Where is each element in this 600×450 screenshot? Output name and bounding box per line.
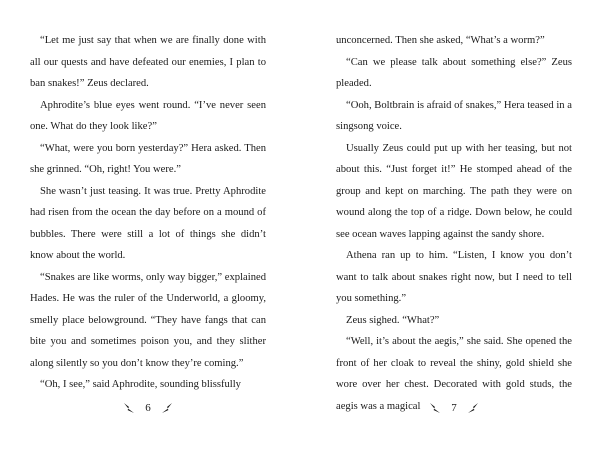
paragraph: Zeus sighed. “What?” (346, 314, 440, 326)
lightning-bolt-icon (161, 402, 173, 414)
paragraph: unconcerned. Then she asked, “What’s a worm?” (336, 35, 545, 46)
paragraph: “Snakes are like worms, only way bigger,” explained Hades. He was the ruler of the Underworld, a gloomy, smelly place belowground. “They have fangs that can bite you and sometimes poison you, and they slither along silently so you don’t know they’re coming.” (30, 271, 266, 369)
paragraph: “Ooh, Boltbrain is afraid of snakes,” Hera teased in a singsong voice. (336, 99, 572, 132)
lightning-bolt-icon (467, 402, 479, 414)
lightning-bolt-icon (123, 402, 135, 414)
page-number: 6 (145, 402, 151, 414)
left-page (30, 30, 266, 440)
paragraph: “Oh, I see,” said Aphrodite, sounding blissfully (40, 379, 241, 390)
paragraph: “What, were you born yesterday?” Hera asked. Then she grinned. “Oh, right! You were.” (30, 142, 266, 175)
page-number: 7 (451, 402, 457, 414)
right-page-text (336, 30, 572, 417)
right-page (336, 30, 572, 440)
paragraph: Athena ran up to him. “Listen, I know you don’t want to talk about snakes right now, but I need to tell you something.” (336, 250, 572, 304)
paragraph: She wasn’t just teasing. It was true. Pretty Aphrodite had risen from the ocean the day before on a mound of bubbles. There were still a lot of things she didn’t know about the world. (30, 185, 266, 261)
paragraph: Aphrodite’s blue eyes went round. “I’ve never seen one. What do they look like?” (30, 99, 266, 132)
paragraph: “Let me just say that when we are finally done with all our quests and have defeated our enemies, I plan to ban snakes!” Zeus declared. (30, 35, 266, 89)
paragraph: “Can we please talk about something else?” Zeus pleaded. (336, 56, 572, 89)
left-page-text (30, 30, 266, 396)
paragraph: Usually Zeus could put up with her teasing, but not about this. “Just forget it!” He stomped ahead of the group and kept on marching. The path they were on wound along the top of a ridge. Down below, he could see ocean waves lapping against the sandy shore. (336, 142, 572, 240)
paragraph: “Well, it’s about the aegis,” she said. She opened the front of her cloak to reveal the shiny, gold shield she wore over her chest. Decorated with gold studs, the aegis was a magical (336, 336, 572, 412)
right-page-footer (336, 402, 572, 414)
lightning-bolt-icon (429, 402, 441, 414)
left-page-footer (30, 402, 266, 414)
